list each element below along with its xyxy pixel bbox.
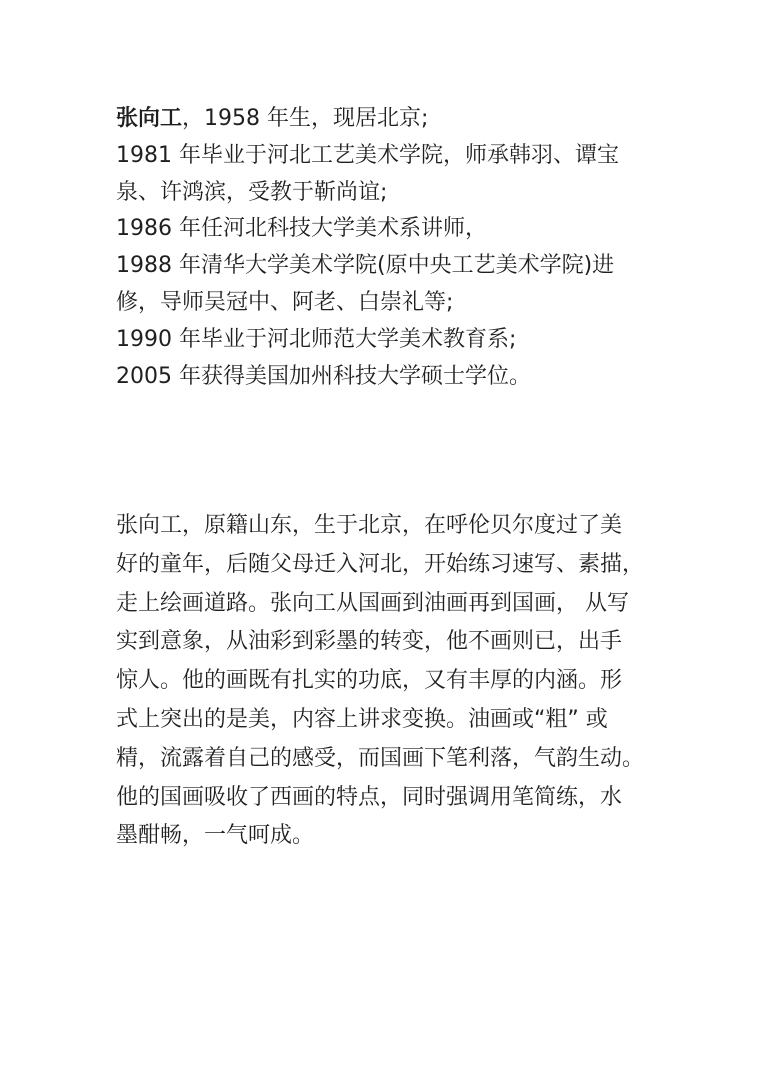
bio-line: 1988 年清华大学美术学院(原中央工艺美术学院)进 (116, 253, 615, 279)
paragraph-line: 好的童年，后随父母迁入河北，开始练习速写、素描， (116, 551, 645, 577)
paragraph-line: 走上绘画道路。张向工从国画到油画再到国画， 从写 (116, 590, 629, 616)
paragraph-line: 墨酣畅，一气呵成。 (116, 823, 315, 849)
bio-line: 1981 年毕业于河北工艺美术学院，师承韩羽、谭宝 (116, 142, 619, 168)
description-paragraph (116, 507, 656, 856)
biography-list (116, 101, 656, 395)
bio-line-birth (116, 101, 656, 138)
paragraph-line: 张向工，原籍山东，生于北京，在呼伦贝尔度过了美 (116, 513, 623, 538)
bio-line: 1990 年毕业于河北师范大学美术教育系; (116, 326, 517, 352)
bio-line: 1986 年任河北科技大学美术系讲师， (116, 216, 487, 242)
bio-line: 修，导师吴冠中、阿老、白崇礼等; (116, 289, 454, 315)
paragraph-line: 精，流露着自己的感受，而国画下笔利落，气韵生动。 (116, 745, 645, 771)
artist-name: 张向工 (116, 106, 183, 131)
paragraph-line: 式上突出的是美，内容上讲求变换。油画或“粗” 或 (116, 706, 608, 732)
bio-line: 2005 年获得美国加州科技大学硕士学位。 (116, 363, 531, 389)
paragraph-line: 实到意象，从油彩到彩墨的转变，他不画则已，出手 (116, 629, 623, 655)
paragraph-line: 他的国画吸收了西画的特点，同时强调用笔简练，水 (116, 784, 623, 810)
bio-line: 泉、许鸿滨，受教于靳尚谊; (116, 179, 388, 205)
birth-info: ，1958 年生，现居北京; (182, 106, 429, 131)
paragraph-line: 惊人。他的画既有扎实的功底，又有丰厚的内涵。形 (116, 668, 623, 694)
